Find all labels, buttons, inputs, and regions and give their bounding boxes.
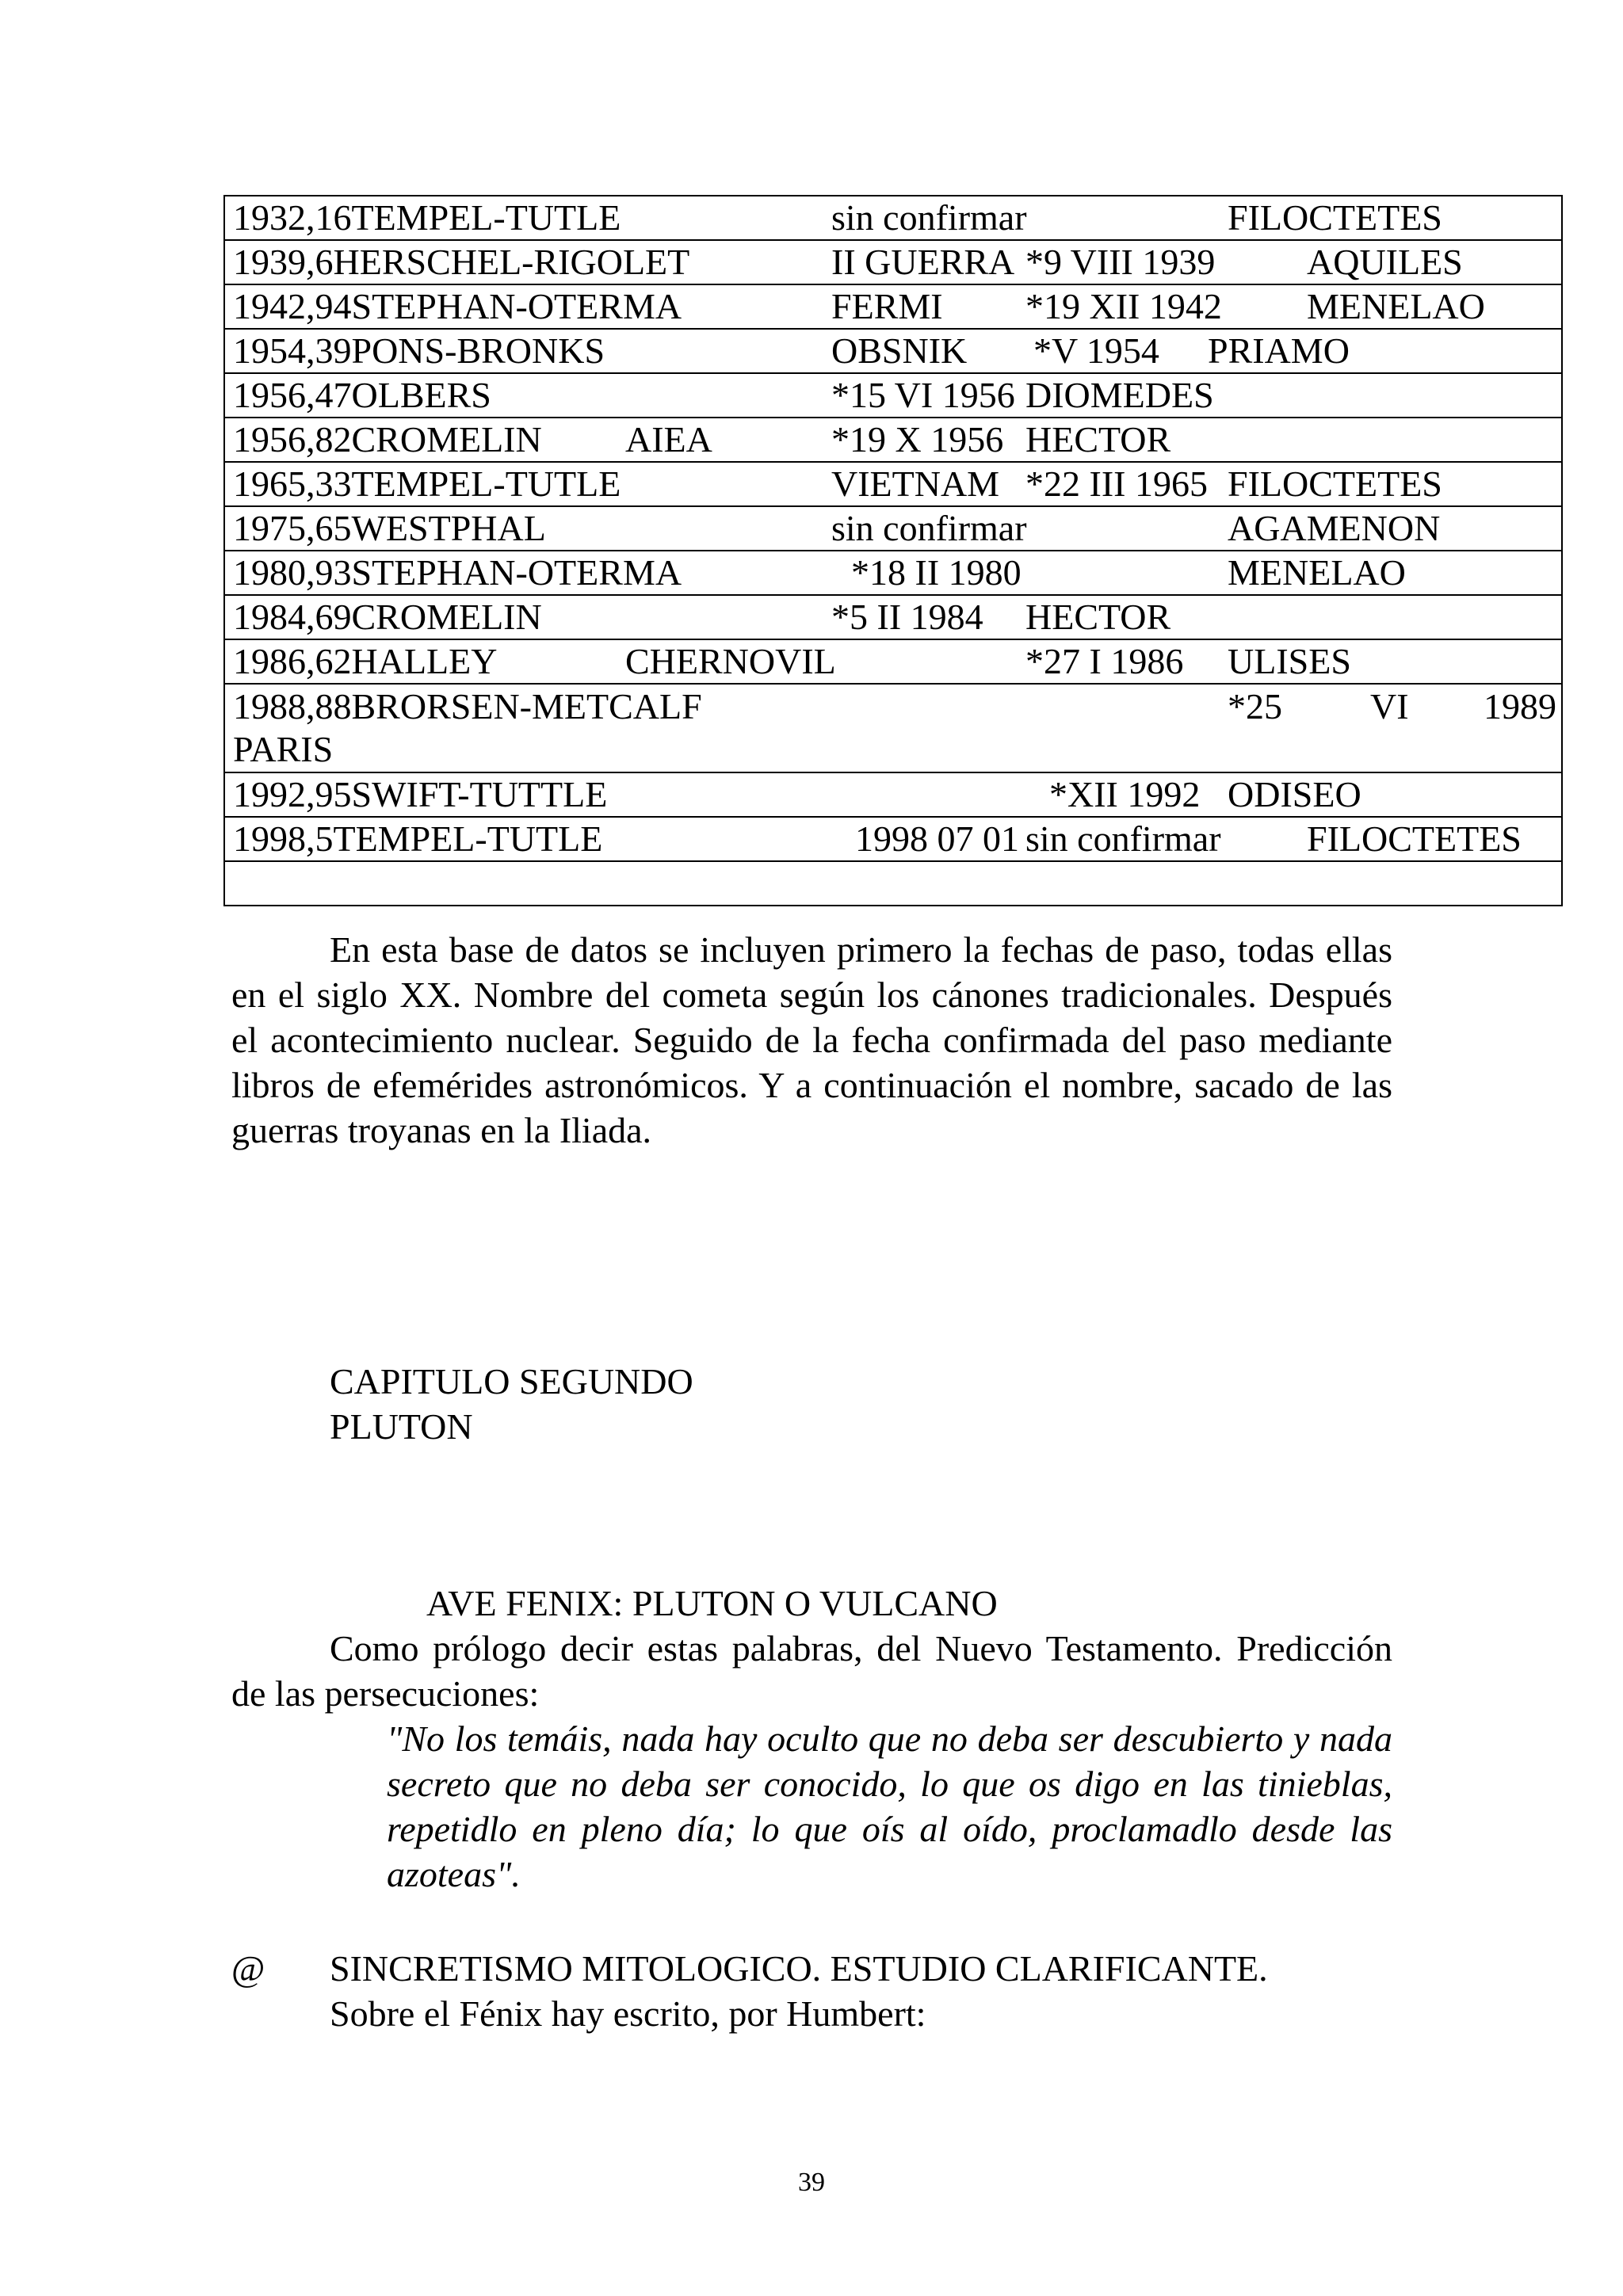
table-cell-text: FERMI (831, 286, 943, 326)
table-cell-text: 1998,5TEMPEL-TUTLE (233, 818, 603, 859)
scripture-quote: "No los temáis, nada hay oculto que no deba ser descubierto y nada secreto que no deba ser conocido, lo que os digo en las tinieblas, repetidlo en pleno día; lo que oís al oído, proclamadlo desde las azoteas". (387, 1718, 1392, 1894)
section-title: AVE FENIX: PLUTON O VULCANO (426, 1583, 998, 1623)
table-row-line (233, 818, 1553, 860)
table-cell (224, 861, 1562, 906)
table-row (224, 684, 1562, 772)
table-row (224, 418, 1562, 462)
table-row-line (233, 640, 1553, 683)
table-cell-text: 1965,33TEMPEL-TUTLE (233, 463, 621, 504)
table-cell-text: 1986,62HALLEY (233, 641, 498, 681)
table-cell-text: 1942,94STEPHAN-OTERMA (233, 286, 682, 326)
table-row (224, 462, 1562, 506)
table-cell-text: 1998 07 01 (855, 818, 1019, 859)
table-cell (224, 772, 1562, 817)
table-row (224, 639, 1562, 684)
table-cell-text: *22 III 1965 (1025, 463, 1208, 504)
table-cell-text: FILOCTETES (1228, 197, 1442, 238)
table-cell (224, 817, 1562, 861)
table-cell-text: *25 (1228, 686, 1282, 727)
table-row (224, 506, 1562, 551)
table-cell-text: 1980,93STEPHAN-OTERMA (233, 552, 682, 593)
table-cell-text: 1989 (1484, 686, 1556, 727)
table-cell (224, 196, 1562, 240)
table-row (224, 817, 1562, 861)
table-row (224, 861, 1562, 906)
table-row-line (233, 241, 1553, 284)
table-cell-text: MENELAO (1228, 552, 1406, 593)
table-cell-text: 1956,47OLBERS (233, 375, 491, 415)
table-row (224, 329, 1562, 373)
table-row (224, 240, 1562, 284)
chapter-subtitle: PLUTON (330, 1406, 473, 1447)
table-cell-text: 1975,65WESTPHAL (233, 508, 546, 548)
table-cell (224, 284, 1562, 329)
bullet-marker: @ (231, 1948, 265, 1989)
chapter-title: CAPITULO SEGUNDO (330, 1361, 693, 1402)
table-cell-text: sin confirmar (831, 508, 1027, 548)
table-cell-text: *15 VI 1956 (831, 375, 1015, 415)
table-cell (224, 684, 1562, 772)
table-cell-text: sin confirmar (1025, 818, 1221, 859)
table-cell-text: *5 II 1984 (831, 597, 983, 637)
table-cell-text: VI (1370, 686, 1409, 727)
table-cell (224, 595, 1562, 639)
table-row-line (233, 862, 1553, 905)
table-cell-text: CHERNOVIL (625, 641, 836, 681)
comet-table (223, 195, 1563, 906)
table-cell (224, 639, 1562, 684)
table-cell-text: 1939,6HERSCHEL-RIGOLET (233, 242, 690, 282)
table-row-line (233, 773, 1553, 816)
table-row-line (233, 330, 1553, 372)
bullet-line: Sobre el Fénix hay escrito, por Humbert: (330, 1993, 926, 2034)
table-cell-text: OBSNIK (831, 330, 968, 371)
table-cell-text: VIETNAM (831, 463, 1000, 504)
table-row-line (233, 596, 1553, 639)
table-cell-text: FILOCTETES (1228, 463, 1442, 504)
table-cell-text: ODISEO (1228, 774, 1361, 814)
table-cell-text: *XII 1992 (1049, 774, 1201, 814)
table-row (224, 284, 1562, 329)
table-cell-text: 1932,16TEMPEL-TUTLE (233, 197, 621, 238)
table-row (224, 373, 1562, 418)
table-row (224, 772, 1562, 817)
table-cell (224, 373, 1562, 418)
comet-table-body (224, 196, 1562, 906)
intro-paragraph: En esta base de datos se incluyen primero la fechas de paso, todas ellas en el siglo XX. Nombre del cometa según los cánones tradicionales. Después el acontecimiento nuclear. Seguido de la fecha confirmada del paso mediante libros de efemérides astronómicos. Y a continuación el nombre, sacado de las guerras troyanas en la Iliada. (231, 929, 1392, 1150)
table-cell (224, 551, 1562, 595)
table-row-line (233, 285, 1553, 328)
table-cell-text: 1992,95SWIFT-TUTTLE (233, 774, 608, 814)
table-cell-text: PARIS (233, 729, 334, 769)
table-cell (224, 329, 1562, 373)
table-cell-text: 1954,39PONS-BRONKS (233, 330, 605, 371)
table-row-line (233, 685, 1556, 728)
table-cell-text: *19 X 1956 (831, 419, 1004, 460)
table-row-line (233, 418, 1553, 461)
table-row-line (233, 463, 1553, 505)
table-row-line (233, 196, 1553, 239)
table-cell (224, 462, 1562, 506)
table-row (224, 196, 1562, 240)
table-cell-text: *9 VIII 1939 (1025, 242, 1216, 282)
table-cell-text: II GUERRA (831, 242, 1015, 282)
table-cell-text: 1988,88BRORSEN-METCALF (233, 686, 702, 727)
table-row-line (233, 551, 1553, 594)
bullet-title: SINCRETISMO MITOLOGICO. ESTUDIO CLARIFICANTE. (330, 1948, 1268, 1989)
table-cell-text: *19 XII 1942 (1025, 286, 1222, 326)
page-number: 39 (798, 2168, 825, 2197)
table-cell-text: ULISES (1228, 641, 1351, 681)
table-cell-text: PRIAMO (1208, 330, 1350, 371)
table-cell (224, 240, 1562, 284)
table-cell-text: *18 II 1980 (851, 552, 1022, 593)
table-row-line (233, 374, 1553, 417)
table-cell-text: 1956,82CROMELIN (233, 419, 542, 460)
table-row (224, 551, 1562, 595)
table-cell-text: 1984,69CROMELIN (233, 597, 542, 637)
table-cell-text: HECTOR (1025, 597, 1171, 637)
table-cell-text: MENELAO (1307, 286, 1485, 326)
table-cell-text: HECTOR (1025, 419, 1171, 460)
table-row-line (233, 728, 1553, 771)
table-row-line (233, 507, 1553, 550)
table-cell-text: DIOMEDES (1025, 375, 1214, 415)
table-cell-text: AGAMENON (1228, 508, 1441, 548)
table-cell-text: *V 1954 (1033, 330, 1159, 371)
table-cell (224, 418, 1562, 462)
table-cell (224, 506, 1562, 551)
table-row (224, 595, 1562, 639)
table-cell-text: AIEA (625, 419, 712, 460)
prologue-paragraph: Como prólogo decir estas palabras, del Nuevo Testamento. Predicción de las persecuciones: (231, 1628, 1392, 1714)
table-cell-text: *27 I 1986 (1025, 641, 1184, 681)
table-cell-text: FILOCTETES (1307, 818, 1522, 859)
table-cell-text: sin confirmar (831, 197, 1027, 238)
table-cell-text: AQUILES (1307, 242, 1463, 282)
